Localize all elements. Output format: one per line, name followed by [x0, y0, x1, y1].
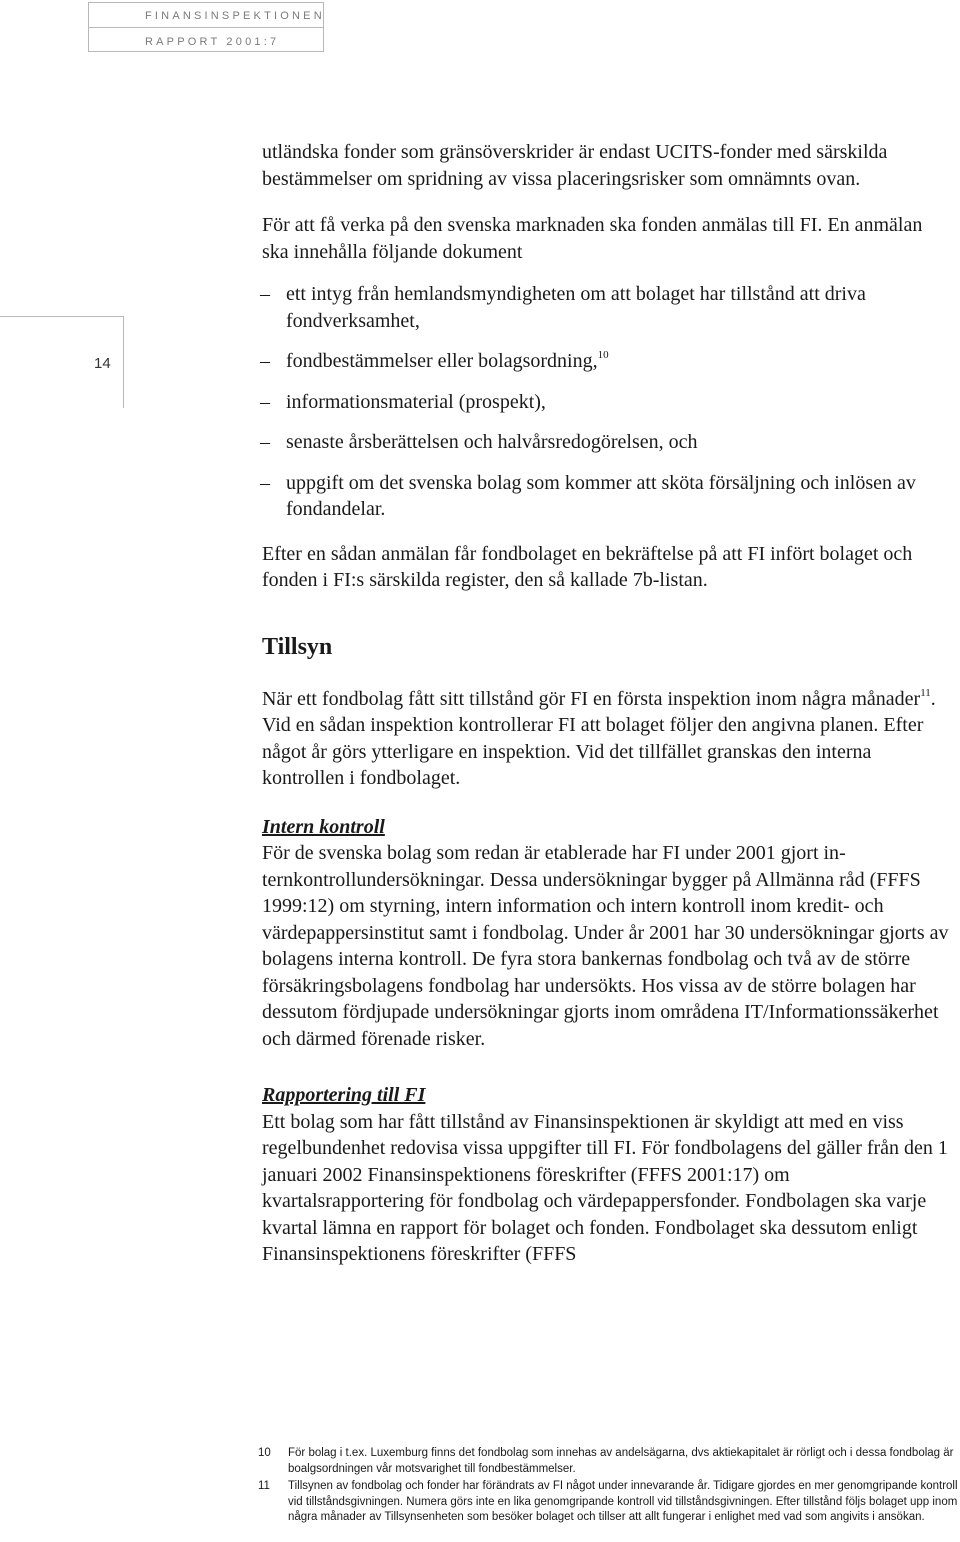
main-text: [262, 139, 952, 1268]
header-divider: [89, 27, 323, 28]
paragraph: För att få verka på den svenska marknaden ska fonden anmälas till FI. En anmälan ska innehålla följande dokument: [262, 214, 923, 263]
paragraph: Efter en sådan anmälan får fondbolaget en bekräftelse på att FI infört bolaget och fonden i FI:s särskilda register, den så kallade 7b-listan.: [262, 542, 913, 591]
dash-bullet: –: [260, 283, 270, 305]
footnote-text: För bolag i t.ex. Luxemburg finns det fondbolag som innehas av andelsägarna, dvs aktiekapitalet är rörligt och i dessa fondbolag är boalgsordningen vår motsvarighet till fondbestämmelser.: [288, 1447, 954, 1475]
dash-bullet: –: [260, 350, 270, 372]
footnote-ref: 10: [597, 349, 609, 361]
footnotes: [258, 1446, 960, 1528]
header-report: RAPPORT 2001:7: [145, 36, 280, 48]
footnote-number: 11: [258, 1480, 270, 1492]
header-org: FINANSINSPEKTIONEN: [145, 10, 325, 22]
footnote-ref: 11: [920, 686, 931, 699]
footnote: [258, 1479, 960, 1526]
subheading-intern-kontroll: Intern kontroll: [262, 815, 385, 838]
dash-bullet: –: [260, 390, 270, 413]
footnote-number: 10: [258, 1447, 271, 1459]
list-item: – senaste årsberättelsen och halvårsredogörelsen, och: [262, 429, 952, 456]
list-item: – ett intyg från hemlandsmyndigheten om att bolaget har tillstånd att driva fondverksamhet,: [260, 283, 866, 332]
list-item: – fondbestämmelser eller bolagsordning,$^{10}$: [262, 348, 952, 375]
running-header: [88, 2, 324, 52]
section-heading-tillsyn: Tillsyn: [262, 633, 333, 660]
list-item: – uppgift om det svenska bolag som kommer att sköta försäljning och inlösen av fondandelar.: [260, 471, 916, 520]
dash-bullet: –: [260, 431, 270, 453]
footnote: [258, 1446, 960, 1477]
dash-bullet: –: [260, 471, 270, 494]
paragraph: Ett bolag som har fått tillstånd av Finansinspektionen är skyldigt att med en viss regelbundenhet redovisa vissa uppgifter till FI. För fondbolagens del gäller från den 1 januari 2002 Finansinspektionens föreskrifter (FFFS 2001:17) om kvartalsrapportering för fondbolag och värdepappersfonder. Fondbolagen ska varje kvartal lämna en rapport för bolaget och fonden. Fondbolaget ska dessutom enligt Finansinspektionens föreskrifter (FFFS: [262, 1110, 948, 1265]
list-item: – informationsmaterial (prospekt),: [262, 389, 952, 416]
document-list: [262, 281, 952, 523]
page-number: 14: [94, 355, 111, 372]
paragraph: När ett fondbolag fått sitt tillstånd gör FI en första inspektion inom några månader$^{11}$. Vid en sådan inspektion kontrollerar FI att bolaget följer den angivna planen. Efter något år görs ytterligare en inspektion. Vid det tillfället granskas den interna kontrollen i fondbolaget.: [262, 686, 936, 789]
paragraph: utländska fonder som gränsöverskrider är endast UCITS-fonder med särskilda bestämmelser om spridning av vissa placeringsrisker som omnämnts ovan.: [262, 141, 888, 190]
subheading-rapportering: Rapportering till FI: [262, 1084, 426, 1106]
paragraph: För de svenska bolag som redan är etablerade har FI under 2001 gjort internkontrollundersökningar. Dessa undersökningar bygger på Allmänna råd (FFFS 1999:12) om styrning, intern information och intern kontroll inom kredit- och värdepappersinstitut samt i fondbolag. Under år 2001 har 30 undersökningar gjorts av bolagens interna kontroll. De fyra stora bankernas fondbolag och två av de större försäkringsbolagens fondbolag har undersökts. Hos vissa av de större bolagen har dessutom fördjupade undersökningar gjorts inom områdena IT/Informationssäkerhet och därmed förenade risker.: [262, 842, 949, 1050]
footnote-text: Tillsynen av fondbolag och fonder har förändrats av FI något under innevarande år. Tidigare gjordes en mer genomgripande kontroll vid tillståndsgivningen. Numera görs inte en lika genomgripande kontroll vid tillståndsgivningen. Efter tillstånd följs bolaget upp inom några månader av Tillsynsenheten som besöker bolaget och tillser att allt fungerar i enlighet med vad som angivits i ansökan.: [288, 1480, 958, 1523]
